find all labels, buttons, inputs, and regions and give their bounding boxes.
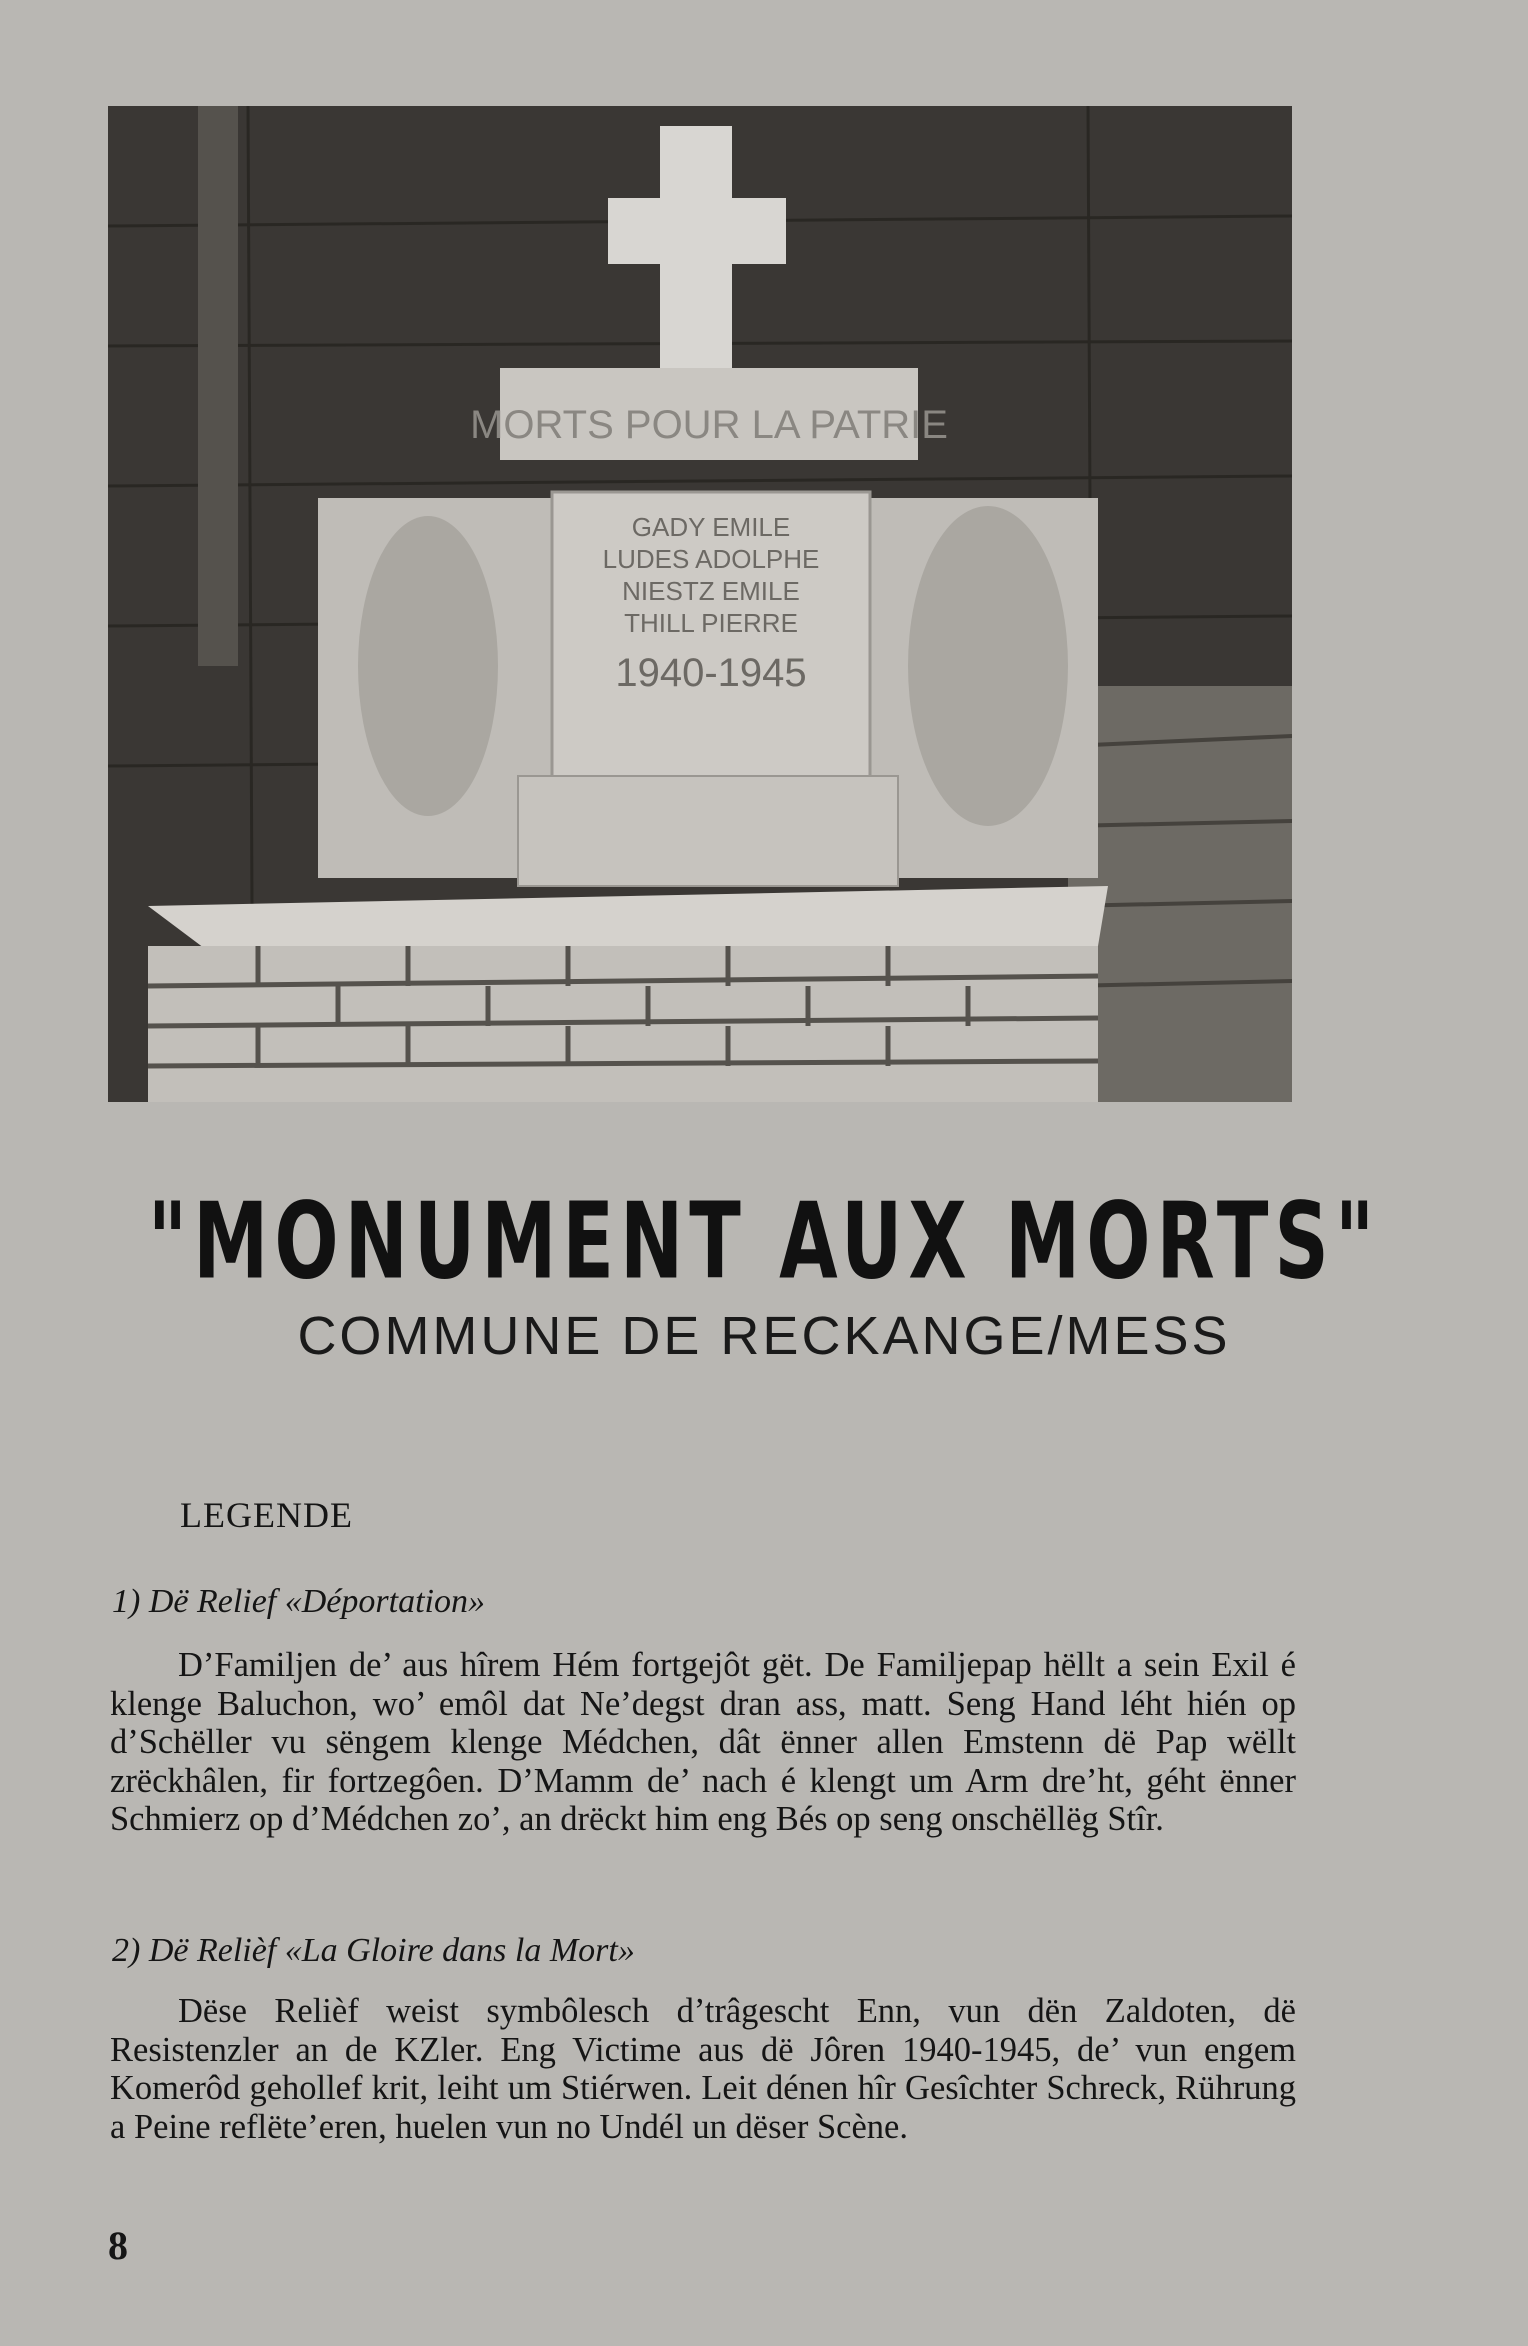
war-memorial-photo xyxy=(108,106,1292,1102)
svg-text:THILL PIERRE: THILL PIERRE xyxy=(624,608,798,638)
section-text-2: Dëse Relièf weist symbôlesch d’trâgescht Enn, vun dën Zaldoten, dë Resistenzler an de KZler. Eng Victime aus dë Jôren 1940-1945, de’ vun engem Komerôd gehollef krit, leiht um Stiérwen. Leit dénen hîr Gesîchter Schreck, Rührung a Peine reflëte’eren, huelen vun no Undél un dëser Scène. xyxy=(110,1992,1296,2146)
svg-text:1940-1945: 1940-1945 xyxy=(615,651,807,695)
svg-text:MORTS POUR LA PATRIE: MORTS POUR LA PATRIE xyxy=(470,403,948,447)
page-title: "MONUMENT AUX MORTS" xyxy=(147,1180,1381,1303)
svg-text:GADY EMILE: GADY EMILE xyxy=(631,512,791,542)
page-subtitle: COMMUNE DE RECKANGE/MESS xyxy=(297,1306,1231,1366)
page-number: 8 xyxy=(108,2223,128,2268)
section-heading-1: 1) Dë Relief «Déportation» xyxy=(112,1583,485,1620)
svg-text:LUDES ADOLPHE: LUDES ADOLPHE xyxy=(602,544,820,574)
svg-text:NIESTZ EMILE: NIESTZ EMILE xyxy=(622,576,800,606)
memorial-photo xyxy=(108,106,1292,1102)
legend-heading: LEGENDE xyxy=(180,1495,353,1535)
section-text-1: D’Familjen de’ aus hîrem Hém fortgejôt gët. De Familjepap hëllt a sein Exil é klenge Baluchon, wo’ emôl dat Ne’degst dran ass, matt. Seng Hand léht hién op d’Schëller vu sëngem klenge Médchen, dât ënner allen Emstenn dë Pap wëllt zrëckhâlen, fir fortzegôen. D’Mamm de’ nach é klengt um Arm dre’ht, géht ënner Schmierz op d’Médchen zo’, an drëckt him eng Bés op seng onschëllëg Stîr. xyxy=(110,1646,1296,1838)
section-heading-2: 2) Dë Relièf «La Gloire dans la Mort» xyxy=(112,1932,635,1969)
